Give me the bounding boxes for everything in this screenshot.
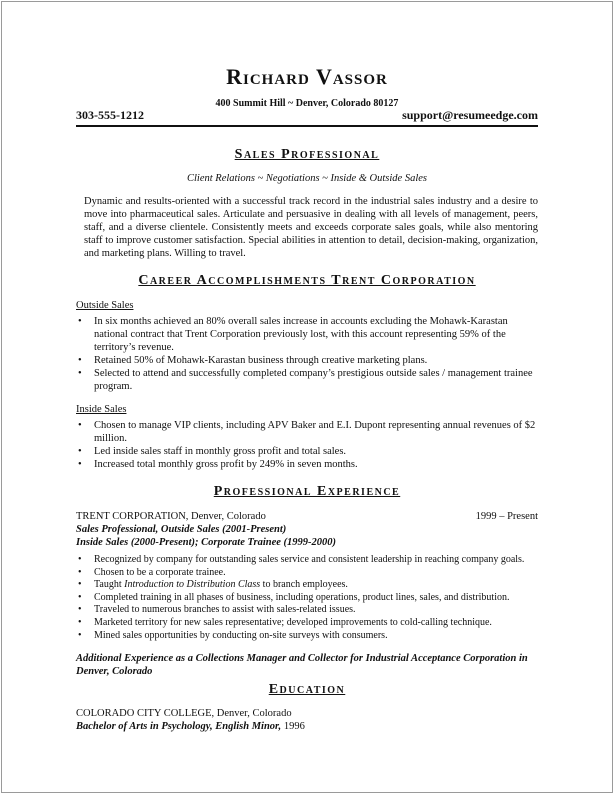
inside-sales-block <box>76 403 538 471</box>
list-item: • Increased total monthly gross profit by 249% in seven months. <box>76 458 538 471</box>
list-item: • Chosen to manage VIP clients, including APV Baker and E.I. Dupont representing annual revenues of $2 million. <box>76 419 538 445</box>
additional-experience: Additional Experience as a Collections Manager and Collector for Industrial Acceptance Corporation in Denver, Colorado <box>76 653 528 678</box>
taught-course: Introduction to Distribution Class <box>124 579 261 591</box>
experience-block <box>76 510 538 678</box>
profile-title <box>76 147 538 163</box>
employment-dates: 1999 – Present <box>475 511 538 522</box>
list-item: • Marketed territory for new sales representative; developed improvements to cold-calling technique. <box>76 617 538 630</box>
address: 400 Summit Hill ~ Denver, Colorado 80127 <box>215 98 399 109</box>
taught-post: to branch employees. <box>260 579 348 591</box>
graduation-year: 1996 <box>281 721 305 732</box>
experience-title <box>76 484 538 500</box>
outside-sales-block <box>76 299 538 393</box>
inside-sales-list <box>76 419 538 471</box>
list-item <box>76 579 538 592</box>
employer-row <box>76 510 538 523</box>
resume-page <box>1 1 613 793</box>
list-item: • Led inside sales staff in monthly gross profit and total sales. <box>76 445 538 458</box>
profile-title-text: Sales Professional <box>234 147 380 162</box>
list-item: • Retained 50% of Mohawk-Karastan business through creative marketing plans. <box>76 354 538 367</box>
school: COLORADO CITY COLLEGE, Denver, Colorado <box>76 708 292 719</box>
outside-sales-list <box>76 315 538 393</box>
experience-list <box>76 554 538 642</box>
contact-row <box>76 108 538 127</box>
list-item: • Mined sales opportunities by conducting on-site surveys with consumers. <box>76 630 538 643</box>
list-item: • Recognized by company for outstanding sales service and consistent leadership in reaching company goals. <box>76 554 538 567</box>
employer: TRENT CORPORATION, Denver, Colorado <box>76 511 266 522</box>
education-block <box>76 707 538 733</box>
tagline: Client Relations ~ Negotiations ~ Inside & Outside Sales <box>186 173 427 184</box>
taught-pre: Taught <box>94 579 125 591</box>
candidate-name-text: Richard Vassor <box>226 64 388 89</box>
outside-sales-label: Outside Sales <box>76 300 134 311</box>
experience-title-text: Professional Experience <box>213 484 401 499</box>
education-title <box>76 682 538 698</box>
list-item: • Completed training in all phases of business, including operations, product lines, sales, and distribution. <box>76 592 538 605</box>
degree-row <box>76 720 538 733</box>
summary: Dynamic and results-oriented with a successful track record in the industrial sales industry and a desire to move into pharmaceutical sales. Articulate and persuasive in dealing with all levels of management, peers, staff, and a diverse clientele. Consistently meets and exceeds corporate sales goals, while also mentoring staff to improve customer satisfaction. Special abilities in attention to detail, decision-making, organization, and marketing plans. Willing to travel. <box>84 196 538 259</box>
list-item: • Selected to attend and successfully completed company’s prestigious outside sales / management trainee program. <box>76 367 538 393</box>
phone: 303-555-1212 <box>76 108 144 122</box>
list-item: • In six months achieved an 80% overall sales increase in accounts excluding the Mohawk-Karastan national contract that Trent Corporation previously lost, with this account representing 59% of the territory’s revenue. <box>76 315 538 354</box>
accomplishments-title <box>76 273 538 289</box>
list-item: • Chosen to be a corporate trainee. <box>76 567 538 580</box>
candidate-name <box>76 64 538 90</box>
degree: Bachelor of Arts in Psychology, English Minor, <box>76 721 282 732</box>
inside-sales-label: Inside Sales <box>76 404 127 415</box>
role-2: Inside Sales (2000-Present); Corporate Trainee (1999-2000) <box>76 537 337 548</box>
accomplishments-title-text: Career Accomplishments Trent Corporation <box>138 273 476 288</box>
list-item: • Traveled to numerous branches to assist with sales-related issues. <box>76 604 538 617</box>
education-title-text: Education <box>268 682 346 697</box>
role-1: Sales Professional, Outside Sales (2001-Present) <box>76 524 287 535</box>
email: support@resumeedge.com <box>402 108 538 122</box>
